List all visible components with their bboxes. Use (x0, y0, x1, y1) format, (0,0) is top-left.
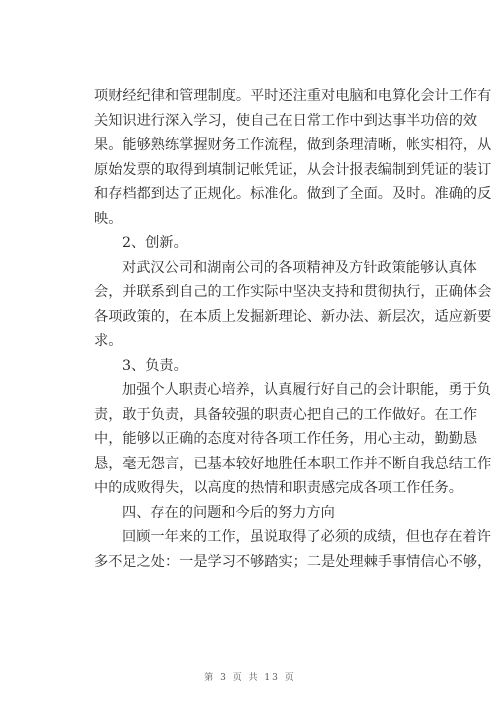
text-line: 中的成败得失，以高度的热情和职责感完成各项工作任务。 (94, 480, 463, 496)
text-line: 回顾一年来的工作，虽说取得了必须的成绩，但也存在着许 (122, 529, 491, 545)
document-body (94, 84, 492, 574)
text-line: 2、创新。 (122, 235, 188, 251)
text-line: 对武汉公司和湖南公司的各项精神及方针政策能够认真体 (122, 259, 477, 276)
text-line: 和存档都到达了正规化。标准化。做到了全面。及时。准确的反 (94, 186, 492, 202)
text-line: 3、负责。 (122, 357, 188, 374)
text-line: 项财经纪律和管理制度。平时还注重对电脑和电算化会计工作有 (94, 88, 492, 104)
text-line: 各项政策的，在本质上发掘新理论、新办法、新层次，适应新要 (94, 308, 492, 325)
text-line: 责，敢于负责，具备较强的职责心把自己的工作做好。在工作 (94, 406, 478, 423)
text-line: 求。 (94, 333, 123, 349)
text-line: 会，并联系到自己的工作实际中坚决支持和贯彻执行，正确体会 (94, 284, 492, 300)
text-line: 中，能够以正确的态度对待各项工作任务，用心主动，勤勤恳 (94, 431, 478, 447)
text-line: 关知识进行深入学习，使自己在日常工作中到达事半功倍的效 (94, 112, 478, 129)
text-line: 映。 (94, 210, 123, 227)
text-line: 四、存在的问题和今后的努力方向 (122, 504, 335, 521)
text-line: 多不足之处：一是学习不够踏实；二是处理棘手事情信心不够， (94, 553, 492, 570)
text-line: 加强个人职责心培养，认真履行好自己的会计职能，勇于负 (122, 382, 491, 398)
text-line: 果。能够熟练掌握财务工作流程，做到条理清晰，帐实相符，从 (94, 137, 492, 153)
text-line: 原始发票的取得到填制记帐凭证，从会计报表编制到凭证的装订 (94, 161, 492, 178)
page-footer: 第 3 页 共 13 页 (204, 673, 296, 683)
text-line: 恳，毫无怨言，已基本较好地胜任本职工作并不断自我总结工作 (94, 455, 492, 472)
